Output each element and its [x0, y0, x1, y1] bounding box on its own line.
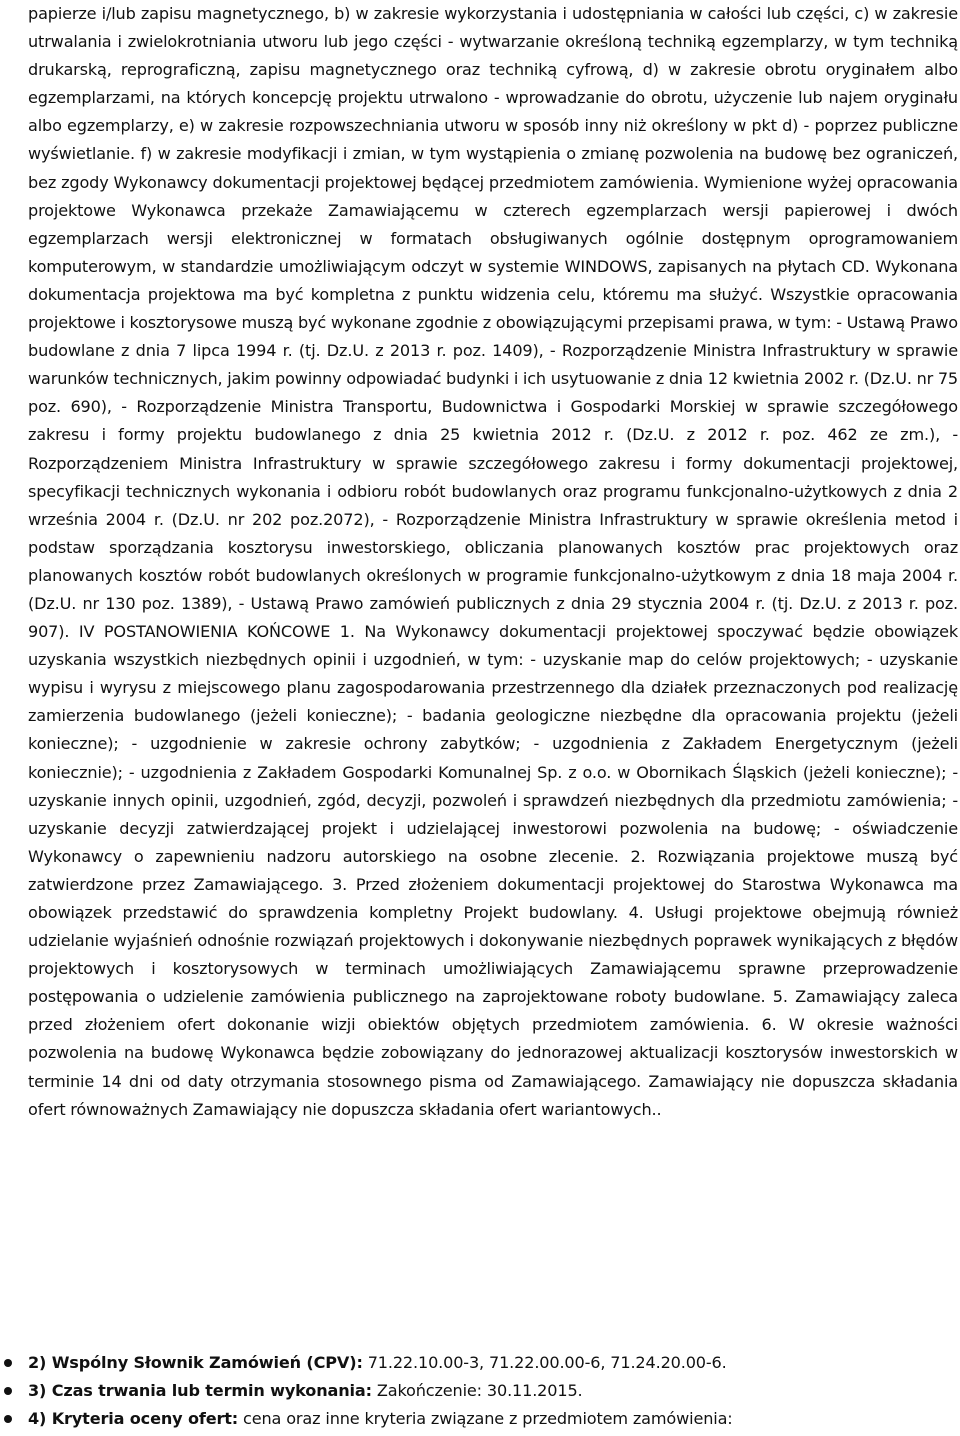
- document-page: [28, 0, 958, 1124]
- list-item-label: 2) Wspólny Słownik Zamówień (CPV):: [28, 1353, 363, 1372]
- body-paragraph: papierze i/lub zapisu magnetycznego, b) w zakresie wykorzystania i udostępniania w całości lub części, c) w zakresie utrwalania i zwielokrotniania utworu lub jego części - wytwarzanie określoną techniką egzemplarzy, w tym techniką drukarską, reprograficzną, zapisu magnetycznego oraz techniką cyfrową, d) w zakresie obrotu oryginałem albo egzemplarzami, na których koncepcję projektu utrwalono - wprowadzanie do obrotu, użyczenie lub najem oryginału albo egzemplarzy, e) w zakresie rozpowszechniania utworu w sposób inny niż określony w pkt d) - poprzez publiczne wyświetlanie. f) w zakresie modyfikacji i zmian, w tym wystąpienia o zmianę pozwolenia na budowę bez ograniczeń, bez zgody Wykonawcy dokumentacji projektowej będącej przedmiotem zamówienia. Wymienione wyżej opracowania projektowe Wykonawca przekaże Zamawiającemu w czterech egzemplarzach wersji papierowej i dwóch egzemplarzach wersji elektronicznej w formatach obsługiwanych ogólnie dostępnym oprogramowaniem komputerowym, w standardzie umożliwiającym odczyt w systemie WINDOWS, zapisanych na płytach CD. Wykonana dokumentacja projektowa ma być kompletna z punktu widzenia celu, któremu ma służyć. Wszystkie opracowania projektowe i kosztorysowe muszą być wykonane zgodnie z obowiązującymi przepisami prawa, w tym: - Ustawą Prawo budowlane z dnia 7 lipca 1994 r. (tj. Dz.U. z 2013 r. poz. 1409), - Rozporządzenie Ministra Infrastruktury w sprawie warunków technicznych, jakim powinny odpowiadać budynki i ich usytuowanie z dnia 12 kwietnia 2002 r. (Dz.U. nr 75 poz. 690), - Rozporządzenie Ministra Transportu, Budownictwa i Gospodarki Morskiej w sprawie szczegółowego zakresu i formy projektu budowlanego z dnia 25 kwietnia 2012 r. (Dz.U. z 2012 r. poz. 462 ze zm.), - Rozporządzeniem Ministra Infrastruktury w sprawie szczegółowego zakresu i formy dokumentacji projektowej, specyfikacji technicznych wykonania i odbioru robót budowlanych oraz programu funkcjonalno-użytkowych z dnia 2 września 2004 r. (Dz.U. nr 202 poz.2072), - Rozporządzenie Ministra Infrastruktury w sprawie określenia metod i podstaw sporządzania kosztorysu inwestorskiego, obliczania planowanych kosztów prac projektowych oraz planowanych kosztów robót budowlanych określonych w programie funkcjonalno-użytkowym z dnia 18 maja 2004 r. (Dz.U. nr 130 poz. 1389), - Ustawą Prawo zamówień publicznych z dnia 29 stycznia 2004 r. (tj. Dz.U. z 2013 r. poz. 907). IV POSTANOWIENIA KOŃCOWE 1. Na Wykonawcy dokumentacji projektowej spoczywać będzie obowiązek uzyskania wszystkich niezbędnych opinii i uzgodnień, w tym: - uzyskanie map do celów projektowych; - uzyskanie wypisu i wyrysu z miejscowego planu zagospodarowania przestrzennego dla działek przeznaczonych pod realizację zamierzenia budowlanego (jeżeli konieczne); - badania geologiczne niezbędne dla opracowania projektu (jeżeli konieczne); - uzgodnienie w zakresie ochrony zabytków; - uzgodnienia z Zakładem Energetycznym (jeżeli koniecznie); - uzgodnienia z Zakładem Gospodarki Komunalnej Sp. z o.o. w Obornikach Śląskich (jeżeli konieczne); - uzyskanie innych opinii, uzgodnień, zgód, decyzji, pozwoleń i sprawdzeń niezbędnych dla przedmiotu zamówienia; - uzyskanie decyzji zatwierdzającej projekt i udzielającej inwestorowi pozwolenia na budowę; - oświadczenie Wykonawcy o zapewnieniu nadzoru autorskiego na osobne zlecenie. 2. Rozwiązania projektowe muszą być zatwierdzone przez Zamawiającego. 3. Przed złożeniem dokumentacji projektowej do Starostwa Wykonawca ma obowiązek przedstawić do sprawdzenia kompletny Projekt budowlany. 4. Usługi projektowe obejmują również udzielanie wyjaśnień odnośnie rozwiązań projektowych i dokonywanie niezbędnych poprawek wynikających z błędów projektowych i kosztorysowych w terminach umożliwiających Zamawiającemu sprawne przeprowadzenie postępowania o udzielenie zamówienia publicznego na zaprojektowane roboty budowlane. 5. Zamawiający zaleca przed złożeniem ofert dokonanie wizji obiektów objętych przedmiotem zamówienia. 6. W okresie ważności pozwolenia na budowę Wykonawca będzie zobowiązany do jednorazowej aktualizacji kosztorysów inwestorskich w terminie 14 dni od daty otrzymania stosownego pisma od Zamawiającego. Zamawiający nie dopuszcza składania ofert równoważnych Zamawiający nie dopuszcza składania ofert wariantowych..: [28, 4, 958, 1119]
- list-item-value: Zakończenie: 30.11.2015.: [371, 1381, 583, 1401]
- bullet-icon: [4, 1359, 12, 1367]
- list-item-label: 4) Kryteria oceny ofert:: [28, 1409, 239, 1429]
- list-item-value: 71.22.10.00-3, 71.22.00.00-6, 71.24.20.00-6.: [362, 1353, 727, 1372]
- list-item-value: cena oraz inne kryteria związane z przedmiotem zamówienia:: [238, 1409, 733, 1429]
- bullet-icon: [4, 1387, 12, 1395]
- list-item-label: 3) Czas trwania lub termin wykonania:: [28, 1381, 372, 1401]
- bullet-icon: [4, 1415, 12, 1423]
- notice-sections-list: [28, 1349, 958, 1433]
- list-item-cpv: [28, 1349, 958, 1377]
- list-item-duration: [28, 1377, 958, 1405]
- list-item-criteria: [28, 1405, 958, 1433]
